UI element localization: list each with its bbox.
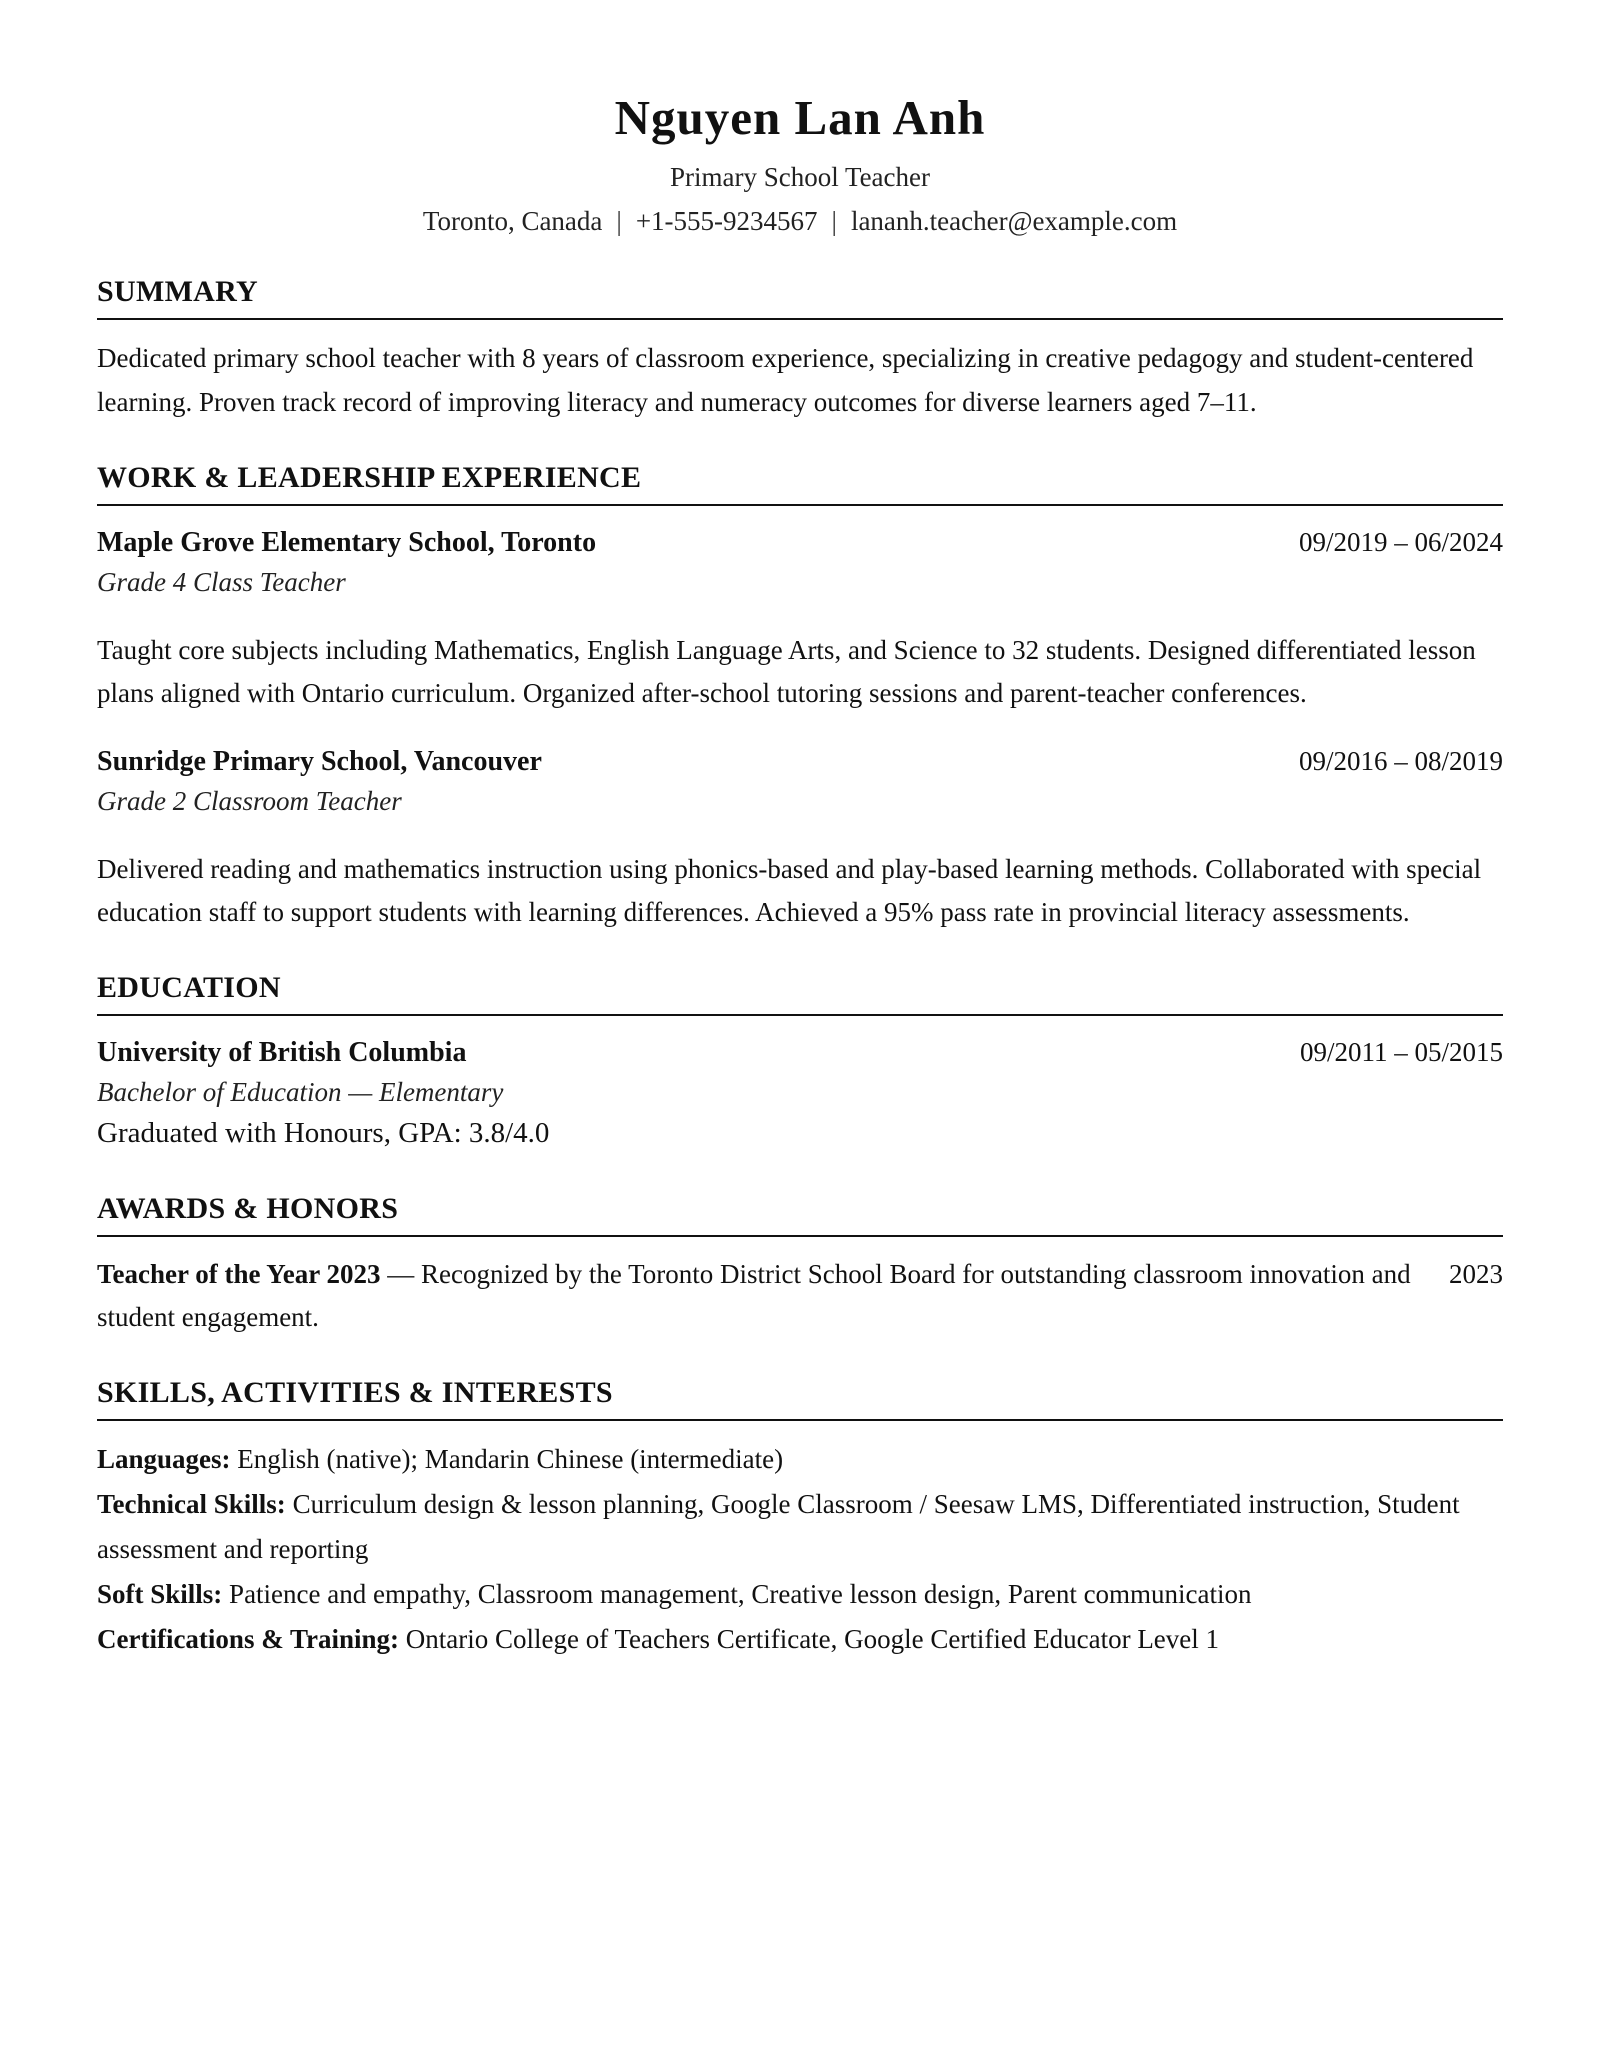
skill-line-soft [97,1572,1503,1617]
section-title-summary: SUMMARY [97,274,1503,320]
resume-header [97,88,1503,238]
section-title-skills: SKILLS, ACTIVITIES & INTERESTS [97,1375,1503,1421]
experience-entry [97,741,1503,934]
contact-separator: | [831,206,837,236]
skill-line-technical [97,1482,1503,1572]
experience-section [97,460,1503,934]
entry-role: Grade 2 Classroom Teacher [97,786,402,816]
entry-dates: 09/2016 – 08/2019 [1298,746,1503,776]
awards-section [97,1191,1503,1339]
contact-phone: +1-555-9234567 [635,206,818,236]
education-section [97,970,1503,1155]
entry-role: Grade 4 Class Teacher [97,567,346,597]
skill-value: Ontario College of Teachers Certificate, Google Certified Educator Level 1 [398,1624,1220,1654]
entry-dates: 09/2019 – 06/2024 [1298,527,1503,557]
skills-section [97,1375,1503,1662]
entry-header [97,741,1503,782]
summary-text: Dedicated primary school teacher with 8 years of classroom experience, specializing in creative pedagogy and student-centered learning. Proven track record of improving literacy and numeracy outcomes for diverse learners aged 7–11. [97,343,1474,417]
section-title-education: EDUCATION [97,970,1503,1016]
skill-value: Patience and empathy, Classroom management, Creative lesson design, Parent communication [222,1579,1252,1609]
entry-header [97,522,1503,563]
entry-description: Delivered reading and mathematics instruction using phonics-based and play-based learning methods. Collaborated with special education staff to support students with learning differences. Achieved a 95% pass rate in provincial literacy assessments. [97,854,1482,927]
entry-organization: Maple Grove Elementary School, Toronto [97,527,597,558]
section-title-experience: WORK & LEADERSHIP EXPERIENCE [97,460,1503,506]
skill-label: Technical Skills: [97,1489,286,1519]
award-item [97,1253,1503,1339]
award-name: Teacher of the Year 2023 [97,1259,381,1289]
entry-dates: 09/2011 – 05/2015 [1299,1037,1503,1067]
award-description: — Recognized by the Toronto District School Board for outstanding classroom innovation and student engagement. [97,1259,1411,1332]
experience-entry [97,522,1503,715]
contact-line [97,204,1503,238]
award-text [97,1253,1449,1339]
entry-institution: University of British Columbia [97,1037,467,1068]
contact-location: Toronto, Canada [422,206,603,236]
entry-degree: Bachelor of Education — Elementary [97,1077,504,1107]
skill-line-certifications [97,1617,1503,1662]
contact-email: lananh.teacher@example.com [850,206,1178,236]
entry-organization: Sunridge Primary School, Vancouver [97,746,542,777]
entry-note: Graduated with Honours, GPA: 3.8/4.0 [97,1117,550,1149]
skill-value: English (native); Mandarin Chinese (intermediate) [230,1444,784,1474]
contact-separator: | [616,206,622,236]
skill-label: Certifications & Training: [97,1624,399,1654]
section-title-awards: AWARDS & HONORS [97,1191,1503,1237]
candidate-name: Nguyen Lan Anh [614,90,986,145]
skill-line-languages [97,1437,1503,1482]
candidate-role: Primary School Teacher [669,162,931,192]
summary-section [97,274,1503,424]
skill-label: Languages: [97,1444,231,1474]
entry-description: Taught core subjects including Mathematics, English Language Arts, and Science to 32 students. Designed differentiated lesson plans aligned with Ontario curriculum. Organized after-school tutoring sessions and parent-teacher conferences. [97,635,1476,708]
education-entry [97,1032,1503,1155]
skill-value: Curriculum design & lesson planning, Google Classroom / Seesaw LMS, Differentiated instruction, Student assessment and reporting [97,1489,1460,1564]
award-year: 2023 [1449,1259,1503,1289]
skill-label: Soft Skills: [97,1579,223,1609]
entry-header [97,1032,1503,1073]
